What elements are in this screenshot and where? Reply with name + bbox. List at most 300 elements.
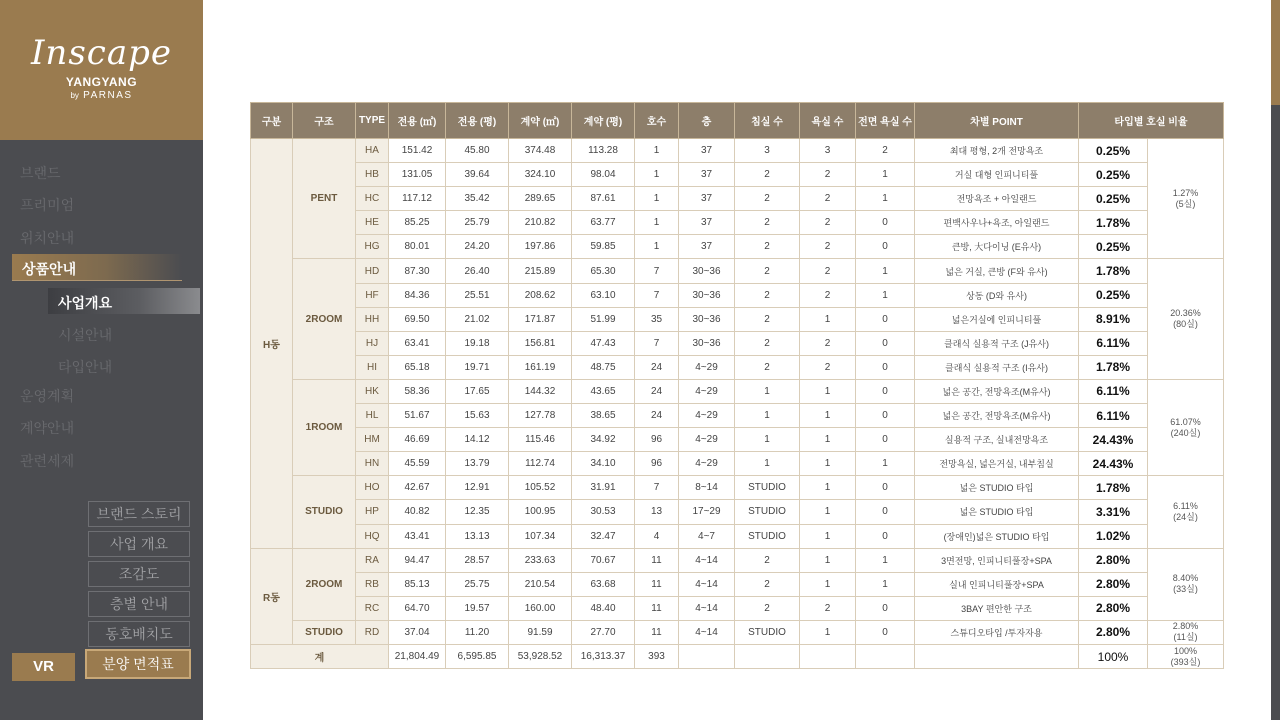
ratio-cell: 1.78% xyxy=(1079,476,1148,500)
bath-cell: 1 xyxy=(800,548,856,572)
ct_py-cell: 87.61 xyxy=(572,187,635,211)
type-cell: HC xyxy=(356,187,389,211)
table-row xyxy=(251,452,1224,476)
ratio-cell: 6.11% xyxy=(1079,404,1148,428)
floor-cell: 17~29 xyxy=(679,500,735,524)
bath-cell: 1 xyxy=(800,500,856,524)
ct_py-cell: 30.53 xyxy=(572,500,635,524)
floor-guide-button[interactable]: 층별 안내 xyxy=(88,591,190,617)
table-row xyxy=(251,163,1224,187)
ratio-cell: 0.25% xyxy=(1079,139,1148,163)
units-cell: 11 xyxy=(635,572,679,596)
point-cell: 클래식 실용적 구조 (J유사) xyxy=(915,331,1079,355)
ex_py-cell: 25.51 xyxy=(446,283,509,307)
type-cell: HJ xyxy=(356,331,389,355)
front-cell: 1 xyxy=(856,572,915,596)
front-cell: 0 xyxy=(856,620,915,644)
units-cell: 1 xyxy=(635,163,679,187)
bed-cell: 2 xyxy=(735,163,800,187)
front-cell: 2 xyxy=(856,139,915,163)
col-header: 침실 수 xyxy=(735,103,800,139)
type-cell: HN xyxy=(356,452,389,476)
ex_py-cell: 24.20 xyxy=(446,235,509,259)
bath-cell: 1 xyxy=(800,476,856,500)
ex_py-cell: 15.63 xyxy=(446,404,509,428)
table-row xyxy=(251,596,1224,620)
total-row xyxy=(251,644,1224,668)
area-table xyxy=(250,102,1224,669)
total-group-ratio: 100% (393실) xyxy=(1148,644,1224,668)
bed-cell: 2 xyxy=(735,283,800,307)
ex_m2-cell: 45.59 xyxy=(389,452,446,476)
ex_py-cell: 25.79 xyxy=(446,211,509,235)
ratio-cell: 2.80% xyxy=(1079,572,1148,596)
ct_py-cell: 48.40 xyxy=(572,596,635,620)
ex_m2-cell: 64.70 xyxy=(389,596,446,620)
point-cell: 큰방, 大다이닝 (E유사) xyxy=(915,235,1079,259)
ex_m2-cell: 85.13 xyxy=(389,572,446,596)
table-row xyxy=(251,283,1224,307)
ex_py-cell: 19.57 xyxy=(446,596,509,620)
floor-cell: 37 xyxy=(679,187,735,211)
nav-item-location[interactable]: 위치안내 xyxy=(20,230,75,246)
empty-cell xyxy=(735,644,800,668)
units-cell: 35 xyxy=(635,307,679,331)
table-row xyxy=(251,139,1224,163)
col-header: 구조 xyxy=(293,103,356,139)
total-ct-py: 16,313.37 xyxy=(572,644,635,668)
ex_py-cell: 14.12 xyxy=(446,428,509,452)
bath-cell: 2 xyxy=(800,163,856,187)
table-header-row xyxy=(251,103,1224,139)
units-cell: 7 xyxy=(635,476,679,500)
total-ex-m2: 21,804.49 xyxy=(389,644,446,668)
table-row xyxy=(251,331,1224,355)
bath-cell: 2 xyxy=(800,235,856,259)
table-row xyxy=(251,259,1224,283)
point-cell: 넓은 거실, 큰방 (F와 유사) xyxy=(915,259,1079,283)
ex_m2-cell: 51.67 xyxy=(389,404,446,428)
ex_py-cell: 19.71 xyxy=(446,355,509,379)
floor-cell: 8~14 xyxy=(679,476,735,500)
group-ratio-cell: 6.11% (24실) xyxy=(1148,476,1224,548)
units-cell: 7 xyxy=(635,331,679,355)
col-header: 호수 xyxy=(635,103,679,139)
front-cell: 1 xyxy=(856,163,915,187)
ct_m2-cell: 156.81 xyxy=(509,331,572,355)
ex_m2-cell: 69.50 xyxy=(389,307,446,331)
bath-cell: 1 xyxy=(800,620,856,644)
col-header: 전면 욕실 수 xyxy=(856,103,915,139)
units-cell: 4 xyxy=(635,524,679,548)
ct_py-cell: 65.30 xyxy=(572,259,635,283)
floor-cell: 4~14 xyxy=(679,596,735,620)
bed-cell: STUDIO xyxy=(735,524,800,548)
unit-layout-button[interactable]: 동호배치도 xyxy=(88,621,190,647)
table-row xyxy=(251,187,1224,211)
logo-by: by PARNAS xyxy=(70,90,133,101)
table-row xyxy=(251,404,1224,428)
floor-cell: 4~29 xyxy=(679,379,735,403)
ex_m2-cell: 40.82 xyxy=(389,500,446,524)
bath-cell: 2 xyxy=(800,259,856,283)
brand-logo[interactable] xyxy=(0,0,203,140)
type-cell: HL xyxy=(356,404,389,428)
col-header: 타입별 호실 비율 xyxy=(1079,103,1224,139)
brand-story-button[interactable]: 브랜드 스토리 xyxy=(88,501,190,527)
point-cell: 3BAY 편안한 구조 xyxy=(915,596,1079,620)
bath-cell: 1 xyxy=(800,524,856,548)
business-overview-button[interactable]: 사업 개요 xyxy=(88,531,190,557)
point-cell: (장애인)넓은 STUDIO 타입 xyxy=(915,524,1079,548)
point-cell: 클래식 실용적 구조 (I유사) xyxy=(915,355,1079,379)
col-header: 차별 POINT xyxy=(915,103,1079,139)
ex_m2-cell: 87.30 xyxy=(389,259,446,283)
front-cell: 1 xyxy=(856,187,915,211)
ct_m2-cell: 324.10 xyxy=(509,163,572,187)
type-cell: HM xyxy=(356,428,389,452)
point-cell: 전망욕실, 넓은거실, 내부침실 xyxy=(915,452,1079,476)
col-header: 계약 (㎡) xyxy=(509,103,572,139)
ex_py-cell: 39.64 xyxy=(446,163,509,187)
bed-cell: 2 xyxy=(735,355,800,379)
ex_m2-cell: 42.67 xyxy=(389,476,446,500)
nav-item-premium[interactable]: 프리미엄 xyxy=(20,197,75,213)
front-cell: 0 xyxy=(856,355,915,379)
col-header: TYPE xyxy=(356,103,389,139)
birdseye-view-button[interactable]: 조감도 xyxy=(88,561,190,587)
ratio-cell: 6.11% xyxy=(1079,379,1148,403)
bed-cell: 2 xyxy=(735,307,800,331)
front-cell: 0 xyxy=(856,379,915,403)
units-cell: 96 xyxy=(635,452,679,476)
bed-cell: 2 xyxy=(735,572,800,596)
front-cell: 0 xyxy=(856,404,915,428)
type-cell: HB xyxy=(356,163,389,187)
front-cell: 0 xyxy=(856,476,915,500)
col-header: 욕실 수 xyxy=(800,103,856,139)
building-cell: H동 xyxy=(251,139,293,549)
table-row xyxy=(251,548,1224,572)
empty-cell xyxy=(856,644,915,668)
floor-cell: 30~36 xyxy=(679,331,735,355)
ratio-cell: 0.25% xyxy=(1079,163,1148,187)
col-header: 계약 (평) xyxy=(572,103,635,139)
type-cell: HP xyxy=(356,500,389,524)
ex_m2-cell: 63.41 xyxy=(389,331,446,355)
table-row xyxy=(251,379,1224,403)
ct_py-cell: 32.47 xyxy=(572,524,635,548)
right-edge-bar xyxy=(1271,0,1280,720)
ratio-cell: 1.78% xyxy=(1079,259,1148,283)
bed-cell: 2 xyxy=(735,211,800,235)
point-cell: 넓은 공간, 전망욕조(M유사) xyxy=(915,379,1079,403)
ratio-cell: 8.91% xyxy=(1079,307,1148,331)
floor-cell: 4~29 xyxy=(679,355,735,379)
subnav-item-type[interactable]: 타입안내 xyxy=(58,359,113,375)
units-cell: 7 xyxy=(635,283,679,307)
ct_m2-cell: 233.63 xyxy=(509,548,572,572)
ct_m2-cell: 107.34 xyxy=(509,524,572,548)
point-cell: 최대 평형, 2개 전망욕조 xyxy=(915,139,1079,163)
bath-cell: 2 xyxy=(800,331,856,355)
table-row xyxy=(251,307,1224,331)
floor-cell: 4~14 xyxy=(679,620,735,644)
ct_m2-cell: 289.65 xyxy=(509,187,572,211)
bath-cell: 2 xyxy=(800,283,856,307)
ct_m2-cell: 127.78 xyxy=(509,404,572,428)
nav-item-contract[interactable]: 계약안내 xyxy=(20,420,75,436)
ct_py-cell: 63.10 xyxy=(572,283,635,307)
point-cell: 3면전망, 인피니티풀장+SPA xyxy=(915,548,1079,572)
point-cell: 넓은 STUDIO 타입 xyxy=(915,476,1079,500)
type-cell: RD xyxy=(356,620,389,644)
empty-cell xyxy=(679,644,735,668)
ct_m2-cell: 115.46 xyxy=(509,428,572,452)
table-body xyxy=(251,139,1224,669)
structure-cell: STUDIO xyxy=(293,620,356,644)
structure-cell: 1ROOM xyxy=(293,379,356,475)
ex_py-cell: 28.57 xyxy=(446,548,509,572)
bath-cell: 2 xyxy=(800,355,856,379)
units-cell: 1 xyxy=(635,235,679,259)
table-row xyxy=(251,500,1224,524)
units-cell: 7 xyxy=(635,259,679,283)
nav-item-operation[interactable]: 운영계획 xyxy=(20,388,75,404)
floor-cell: 30~36 xyxy=(679,259,735,283)
ex_m2-cell: 94.47 xyxy=(389,548,446,572)
units-cell: 11 xyxy=(635,620,679,644)
ratio-cell: 6.11% xyxy=(1079,331,1148,355)
type-cell: RB xyxy=(356,572,389,596)
bed-cell: 2 xyxy=(735,187,800,211)
point-cell: 거실 대형 인피니티풀 xyxy=(915,163,1079,187)
ct_m2-cell: 105.52 xyxy=(509,476,572,500)
floor-cell: 37 xyxy=(679,211,735,235)
ratio-cell: 2.80% xyxy=(1079,620,1148,644)
vr-button[interactable]: VR xyxy=(12,653,75,681)
total-units: 393 xyxy=(635,644,679,668)
front-cell: 0 xyxy=(856,500,915,524)
point-cell: 편백사우나+욕조, 아일랜드 xyxy=(915,211,1079,235)
group-ratio-cell: 2.80% (11실) xyxy=(1148,620,1224,644)
ex_m2-cell: 46.69 xyxy=(389,428,446,452)
ct_py-cell: 38.65 xyxy=(572,404,635,428)
units-cell: 11 xyxy=(635,548,679,572)
bed-cell: 2 xyxy=(735,548,800,572)
point-cell: 실내 인피니티풀장+SPA xyxy=(915,572,1079,596)
ex_m2-cell: 131.05 xyxy=(389,163,446,187)
nav-item-brand[interactable]: 브랜드 xyxy=(20,165,61,181)
point-cell: 상동 (D와 유사) xyxy=(915,283,1079,307)
bed-cell: STUDIO xyxy=(735,500,800,524)
ex_m2-cell: 85.25 xyxy=(389,211,446,235)
ex_m2-cell: 65.18 xyxy=(389,355,446,379)
front-cell: 0 xyxy=(856,596,915,620)
col-header: 전용 (평) xyxy=(446,103,509,139)
bath-cell: 1 xyxy=(800,452,856,476)
floor-cell: 37 xyxy=(679,163,735,187)
table-row xyxy=(251,355,1224,379)
units-cell: 11 xyxy=(635,596,679,620)
point-cell: 넓은거실에 인피니티풀 xyxy=(915,307,1079,331)
ex_py-cell: 19.18 xyxy=(446,331,509,355)
ct_py-cell: 31.91 xyxy=(572,476,635,500)
table-row xyxy=(251,211,1224,235)
type-cell: HQ xyxy=(356,524,389,548)
ct_m2-cell: 160.00 xyxy=(509,596,572,620)
ct_py-cell: 27.70 xyxy=(572,620,635,644)
ct_m2-cell: 91.59 xyxy=(509,620,572,644)
type-cell: HD xyxy=(356,259,389,283)
structure-cell: 2ROOM xyxy=(293,259,356,379)
bed-cell: 1 xyxy=(735,428,800,452)
bed-cell: 2 xyxy=(735,331,800,355)
units-cell: 1 xyxy=(635,187,679,211)
total-ex-py: 6,595.85 xyxy=(446,644,509,668)
bath-cell: 2 xyxy=(800,187,856,211)
type-cell: HG xyxy=(356,235,389,259)
group-ratio-cell: 61.07% (240실) xyxy=(1148,379,1224,475)
ex_m2-cell: 58.36 xyxy=(389,379,446,403)
ex_m2-cell: 84.36 xyxy=(389,283,446,307)
ct_m2-cell: 210.54 xyxy=(509,572,572,596)
ex_py-cell: 26.40 xyxy=(446,259,509,283)
type-cell: HK xyxy=(356,379,389,403)
type-cell: RC xyxy=(356,596,389,620)
front-cell: 1 xyxy=(856,548,915,572)
empty-cell xyxy=(800,644,856,668)
units-cell: 24 xyxy=(635,404,679,428)
front-cell: 0 xyxy=(856,307,915,331)
point-cell: 전망욕조 + 아일랜드 xyxy=(915,187,1079,211)
ct_py-cell: 47.43 xyxy=(572,331,635,355)
ct_py-cell: 98.04 xyxy=(572,163,635,187)
ct_m2-cell: 171.87 xyxy=(509,307,572,331)
bath-cell: 1 xyxy=(800,572,856,596)
ct_m2-cell: 100.95 xyxy=(509,500,572,524)
subnav-item-overview[interactable]: 사업개요 xyxy=(48,288,200,314)
table-row xyxy=(251,428,1224,452)
type-cell: HO xyxy=(356,476,389,500)
floor-cell: 4~14 xyxy=(679,548,735,572)
bath-cell: 2 xyxy=(800,596,856,620)
ratio-cell: 1.78% xyxy=(1079,355,1148,379)
ratio-cell: 24.43% xyxy=(1079,428,1148,452)
group-ratio-cell: 8.40% (33실) xyxy=(1148,548,1224,620)
ct_py-cell: 70.67 xyxy=(572,548,635,572)
units-cell: 96 xyxy=(635,428,679,452)
table-row xyxy=(251,235,1224,259)
ct_m2-cell: 208.62 xyxy=(509,283,572,307)
units-cell: 24 xyxy=(635,355,679,379)
ex_m2-cell: 37.04 xyxy=(389,620,446,644)
ex_py-cell: 13.79 xyxy=(446,452,509,476)
total-ratio: 100% xyxy=(1079,644,1148,668)
ratio-cell: 3.31% xyxy=(1079,500,1148,524)
group-ratio-cell: 1.27% (5실) xyxy=(1148,139,1224,259)
sidebar xyxy=(0,0,203,720)
ex_py-cell: 12.91 xyxy=(446,476,509,500)
bath-cell: 1 xyxy=(800,379,856,403)
ratio-cell: 1.02% xyxy=(1079,524,1148,548)
type-cell: HE xyxy=(356,211,389,235)
ex_m2-cell: 43.41 xyxy=(389,524,446,548)
ct_m2-cell: 197.86 xyxy=(509,235,572,259)
bed-cell: STUDIO xyxy=(735,476,800,500)
floor-cell: 4~29 xyxy=(679,404,735,428)
front-cell: 1 xyxy=(856,259,915,283)
area-table-button[interactable]: 분양 면적표 xyxy=(85,649,191,679)
ex_py-cell: 25.75 xyxy=(446,572,509,596)
point-cell: 스튜디오타입 /투자자용 xyxy=(915,620,1079,644)
ex_py-cell: 12.35 xyxy=(446,500,509,524)
bath-cell: 1 xyxy=(800,428,856,452)
floor-cell: 4~29 xyxy=(679,452,735,476)
bed-cell: 2 xyxy=(735,235,800,259)
bed-cell: 3 xyxy=(735,139,800,163)
total-ct-m2: 53,928.52 xyxy=(509,644,572,668)
ct_m2-cell: 374.48 xyxy=(509,139,572,163)
bed-cell: 2 xyxy=(735,596,800,620)
ex_py-cell: 13.13 xyxy=(446,524,509,548)
structure-cell: STUDIO xyxy=(293,476,356,548)
building-cell: R동 xyxy=(251,548,293,644)
units-cell: 1 xyxy=(635,139,679,163)
ex_py-cell: 17.65 xyxy=(446,379,509,403)
floor-cell: 37 xyxy=(679,235,735,259)
floor-cell: 30~36 xyxy=(679,283,735,307)
ratio-cell: 1.78% xyxy=(1079,211,1148,235)
nav-item-product[interactable]: 상품안내 xyxy=(12,254,182,281)
units-cell: 24 xyxy=(635,379,679,403)
front-cell: 0 xyxy=(856,428,915,452)
units-cell: 1 xyxy=(635,211,679,235)
bath-cell: 1 xyxy=(800,404,856,428)
bath-cell: 2 xyxy=(800,211,856,235)
bed-cell: 1 xyxy=(735,452,800,476)
floor-cell: 4~7 xyxy=(679,524,735,548)
front-cell: 0 xyxy=(856,235,915,259)
col-header: 층 xyxy=(679,103,735,139)
bath-cell: 3 xyxy=(800,139,856,163)
floor-cell: 30~36 xyxy=(679,307,735,331)
right-edge-accent xyxy=(1271,0,1280,105)
logo-script: Inscape xyxy=(31,33,172,73)
area-table-container xyxy=(250,102,1223,669)
ratio-cell: 0.25% xyxy=(1079,283,1148,307)
logo-location: YANGYANG xyxy=(65,75,138,89)
ex_py-cell: 11.20 xyxy=(446,620,509,644)
nav-item-tax[interactable]: 관련세제 xyxy=(20,453,75,469)
type-cell: HF xyxy=(356,283,389,307)
ratio-cell: 2.80% xyxy=(1079,596,1148,620)
subnav-item-facility[interactable]: 시설안내 xyxy=(58,327,113,343)
ex_m2-cell: 80.01 xyxy=(389,235,446,259)
ct_py-cell: 34.10 xyxy=(572,452,635,476)
front-cell: 0 xyxy=(856,211,915,235)
structure-cell: PENT xyxy=(293,139,356,259)
ct_py-cell: 34.92 xyxy=(572,428,635,452)
bed-cell: 2 xyxy=(735,259,800,283)
ratio-cell: 0.25% xyxy=(1079,235,1148,259)
table-row xyxy=(251,476,1224,500)
units-cell: 13 xyxy=(635,500,679,524)
point-cell: 실용적 구조, 실내전망욕조 xyxy=(915,428,1079,452)
type-cell: HA xyxy=(356,139,389,163)
type-cell: HH xyxy=(356,307,389,331)
table-row xyxy=(251,620,1224,644)
